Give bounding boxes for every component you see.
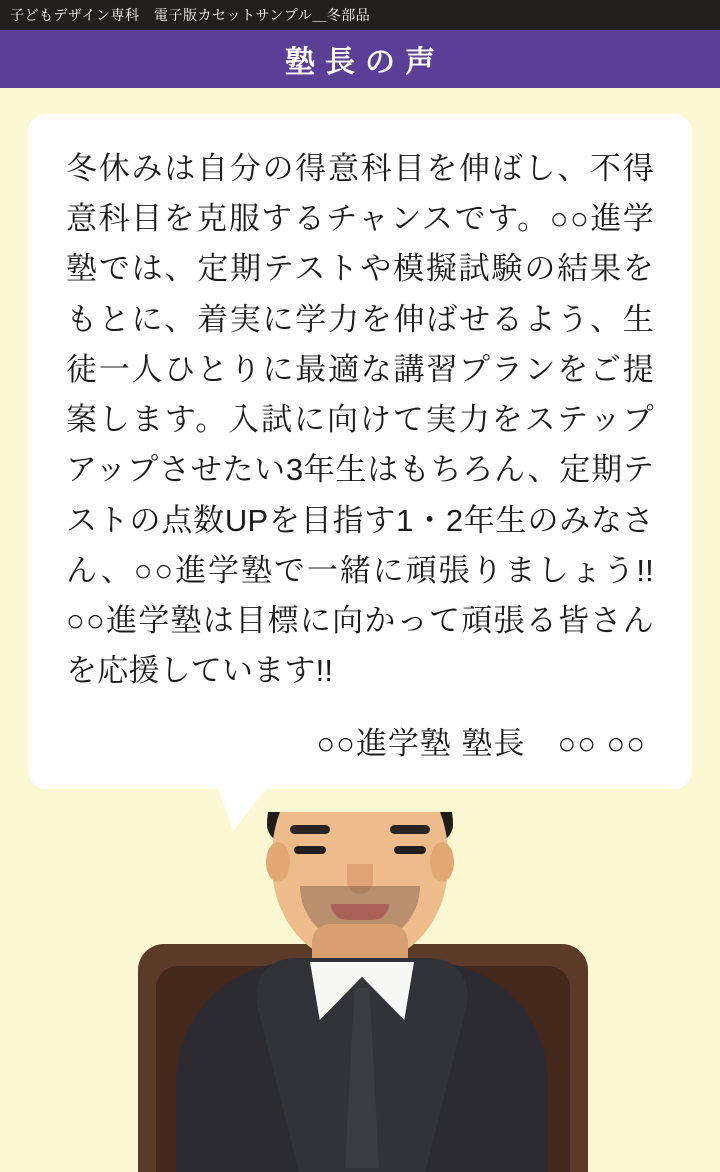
content-page [0, 88, 720, 1172]
eye-right [394, 846, 426, 854]
ear-left [266, 842, 290, 882]
mouth [331, 904, 389, 920]
page-title: 塾長の声 [285, 46, 445, 79]
eyebrow-right [390, 825, 430, 834]
section-heading-band [0, 30, 720, 88]
suit [176, 962, 548, 1172]
eyebrow-left [290, 825, 330, 834]
window-title-text: 子どもデザイン専科 電子版カセットサンプル＿冬部品 [10, 7, 371, 23]
speech-bubble [28, 114, 692, 789]
window-title-bar [0, 0, 720, 30]
eye-left [294, 846, 326, 854]
message-signature: ○○進学塾 塾長 ○○ ○○ [316, 726, 646, 762]
ear-right [430, 842, 454, 882]
principal-portrait [0, 812, 720, 1172]
message-body: 冬休みは自分の得意科目を伸ばし、不得意科目を克服するチャンスです。○○進学塾では、定期テストや模擬試験の結果をもとに、着実に学力を伸ばせるよう、生徒一人ひとりに最適な講習プランをご提案します。入試に向けて実力をステップアップさせたい3年生はもちろん、定期テストの点数UPを目指す1・2年生のみなさん、○○進学塾で一緒に頑張りましょう!!○○進学塾は目標に向かって頑張る皆さんを応援しています!! [66, 151, 654, 689]
